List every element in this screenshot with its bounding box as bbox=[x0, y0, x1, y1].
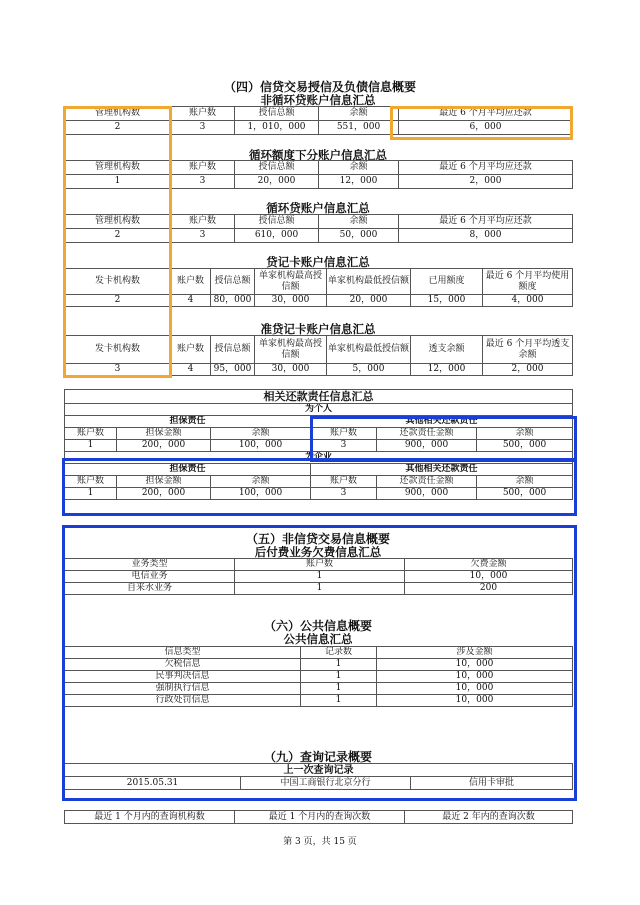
header-cell: 已用额度 bbox=[411, 269, 483, 295]
section5-table bbox=[64, 558, 573, 595]
header-cell: 业务类型 bbox=[65, 559, 235, 571]
value-cell: 15，000 bbox=[411, 295, 483, 307]
header-cell: 单家机构最低授信额 bbox=[327, 336, 411, 364]
value-cell: 1，010，000 bbox=[235, 121, 319, 135]
header-cell: 余额 bbox=[211, 428, 311, 440]
value-cell: 80，000 bbox=[211, 295, 255, 307]
value-cell: 2 bbox=[65, 229, 171, 243]
value-cell: 50，000 bbox=[319, 229, 399, 243]
header-cell: 余额 bbox=[211, 476, 311, 488]
value-cell: 行政处罚信息 bbox=[65, 695, 301, 707]
section6-title: （六）公共信息概要 bbox=[263, 619, 372, 633]
value-cell: 12，000 bbox=[319, 175, 399, 189]
value-cell: 2 bbox=[65, 121, 171, 135]
section9-sub: 上一次查询记录 bbox=[65, 764, 573, 777]
value-cell: 3 bbox=[171, 121, 235, 135]
value-cell: 200，000 bbox=[117, 440, 211, 452]
header-cell: 透支余额 bbox=[411, 336, 483, 364]
header-cell: 余额 bbox=[319, 161, 399, 175]
header-cell: 最近 1 个月内的查询机构数 bbox=[65, 811, 235, 824]
semi-title: 准贷记卡账户信息汇总 bbox=[260, 322, 376, 336]
section4-title: （四）信贷交易授信及负债信息概要 bbox=[223, 80, 416, 94]
revloan-table bbox=[64, 214, 573, 243]
value-cell: 5，000 bbox=[327, 364, 411, 376]
value-cell: 500，000 bbox=[477, 488, 573, 500]
header-cell: 单家机构最高授信额 bbox=[255, 336, 327, 364]
revloan-title: 循环贷账户信息汇总 bbox=[266, 201, 370, 215]
header-cell: 最近 6 个月平均使用额度 bbox=[483, 269, 573, 295]
section9-last-query bbox=[64, 763, 573, 790]
header-cell: 账户数 bbox=[235, 559, 405, 571]
value-cell: 民事判决信息 bbox=[65, 671, 301, 683]
guarantee-label: 担保责任 bbox=[65, 464, 311, 476]
value-cell: 1 bbox=[235, 583, 405, 595]
header-cell: 账户数 bbox=[171, 215, 235, 229]
value-cell: 欠税信息 bbox=[65, 659, 301, 671]
value-cell: 95，000 bbox=[211, 364, 255, 376]
value-cell: 100，000 bbox=[211, 440, 311, 452]
value-cell: 20，000 bbox=[235, 175, 319, 189]
value-cell: 4，000 bbox=[483, 295, 573, 307]
header-cell: 发卡机构数 bbox=[65, 269, 171, 295]
page-footer: 第 3 页，共 15 页 bbox=[283, 837, 357, 847]
header-cell: 余额 bbox=[477, 428, 573, 440]
header-cell: 授信总额 bbox=[211, 336, 255, 364]
semi-table bbox=[64, 335, 573, 376]
header-cell: 余额 bbox=[319, 215, 399, 229]
value-cell: 900，000 bbox=[377, 440, 477, 452]
value-cell: 1 bbox=[65, 440, 117, 452]
header-cell: 账户数 bbox=[171, 269, 211, 295]
header-cell: 欠费金额 bbox=[405, 559, 573, 571]
value-cell: 强制执行信息 bbox=[65, 683, 301, 695]
header-cell: 涉及金额 bbox=[377, 647, 573, 659]
value-cell: 中国工商银行北京分行 bbox=[241, 777, 411, 790]
header-cell: 最近 6 个月平均应还款 bbox=[399, 215, 573, 229]
value-cell: 1 bbox=[301, 659, 377, 671]
credit-title: 贷记卡账户信息汇总 bbox=[266, 255, 370, 269]
value-cell: 10，000 bbox=[405, 571, 573, 583]
value-cell: 10，000 bbox=[377, 659, 573, 671]
nonrev-title: 非循环贷账户信息汇总 bbox=[260, 93, 376, 107]
revsub-title: 循环额度下分账户信息汇总 bbox=[249, 148, 387, 162]
header-cell: 账户数 bbox=[171, 161, 235, 175]
value-cell: 900，000 bbox=[377, 488, 477, 500]
value-cell: 2 bbox=[65, 295, 171, 307]
header-cell: 最近 2 年内的查询次数 bbox=[405, 811, 573, 824]
value-cell: 4 bbox=[171, 295, 211, 307]
header-cell: 最近 1 个月内的查询次数 bbox=[235, 811, 405, 824]
header-cell: 账户数 bbox=[311, 476, 377, 488]
value-cell: 2015.05.31 bbox=[65, 777, 241, 790]
value-cell: 2，000 bbox=[483, 364, 573, 376]
header-cell: 管理机构数 bbox=[65, 161, 171, 175]
header-cell: 还款责任金额 bbox=[377, 476, 477, 488]
section5-title: （五）非信贷交易信息概要 bbox=[245, 532, 390, 546]
value-cell: 2，000 bbox=[399, 175, 573, 189]
header-cell: 信息类型 bbox=[65, 647, 301, 659]
header-cell: 单家机构最高授信额 bbox=[255, 269, 327, 295]
section5-sub: 后付费业务欠费信息汇总 bbox=[254, 545, 382, 559]
value-cell: 1 bbox=[301, 683, 377, 695]
value-cell: 电信业务 bbox=[65, 571, 235, 583]
value-cell: 3 bbox=[311, 440, 377, 452]
header-cell: 账户数 bbox=[171, 336, 211, 364]
value-cell: 自来水业务 bbox=[65, 583, 235, 595]
value-cell: 8，000 bbox=[399, 229, 573, 243]
header-cell: 账户数 bbox=[65, 476, 117, 488]
value-cell: 1 bbox=[65, 488, 117, 500]
value-cell: 30，000 bbox=[255, 295, 327, 307]
repay-personal-label: 为个人 bbox=[65, 404, 573, 416]
value-cell: 30，000 bbox=[255, 364, 327, 376]
value-cell: 610，000 bbox=[235, 229, 319, 243]
header-cell: 账户数 bbox=[311, 428, 377, 440]
repay-table bbox=[64, 389, 573, 500]
header-cell: 最近 6 个月平均应还款 bbox=[399, 107, 573, 121]
header-cell: 管理机构数 bbox=[65, 107, 171, 121]
value-cell: 3 bbox=[311, 488, 377, 500]
header-cell: 管理机构数 bbox=[65, 215, 171, 229]
header-cell: 余额 bbox=[477, 476, 573, 488]
repay-enterprise-label: 为企业 bbox=[65, 452, 573, 464]
other-label: 其他相关还款责任 bbox=[311, 416, 573, 428]
value-cell: 4 bbox=[171, 364, 211, 376]
header-cell: 授信总额 bbox=[235, 215, 319, 229]
value-cell: 10，000 bbox=[377, 695, 573, 707]
header-cell: 账户数 bbox=[65, 428, 117, 440]
revsub-table bbox=[64, 160, 573, 189]
header-cell: 授信总额 bbox=[235, 107, 319, 121]
header-cell: 单家机构最低授信额 bbox=[327, 269, 411, 295]
header-cell: 最近 6 个月平均透支余额 bbox=[483, 336, 573, 364]
nonrev-table bbox=[64, 106, 573, 135]
header-cell: 授信总额 bbox=[211, 269, 255, 295]
header-cell: 担保金额 bbox=[117, 428, 211, 440]
value-cell: 100，000 bbox=[211, 488, 311, 500]
value-cell: 200，000 bbox=[117, 488, 211, 500]
section9-title: （九）查询记录概要 bbox=[263, 750, 372, 764]
value-cell: 1 bbox=[301, 695, 377, 707]
value-cell: 3 bbox=[65, 364, 171, 376]
value-cell: 10，000 bbox=[377, 683, 573, 695]
header-cell: 授信总额 bbox=[235, 161, 319, 175]
section6-sub: 公共信息汇总 bbox=[283, 632, 353, 646]
value-cell: 3 bbox=[171, 175, 235, 189]
value-cell: 10，000 bbox=[377, 671, 573, 683]
header-cell: 记录数 bbox=[301, 647, 377, 659]
header-cell: 发卡机构数 bbox=[65, 336, 171, 364]
value-cell: 6，000 bbox=[399, 121, 573, 135]
value-cell: 信用卡审批 bbox=[411, 777, 573, 790]
value-cell: 551，000 bbox=[319, 121, 399, 135]
header-cell: 余额 bbox=[319, 107, 399, 121]
section9-counts bbox=[64, 810, 573, 824]
credit-table bbox=[64, 268, 573, 307]
value-cell: 3 bbox=[171, 229, 235, 243]
other-label: 其他相关还款责任 bbox=[311, 464, 573, 476]
value-cell: 200 bbox=[405, 583, 573, 595]
header-cell: 担保金额 bbox=[117, 476, 211, 488]
header-cell: 账户数 bbox=[171, 107, 235, 121]
value-cell: 20，000 bbox=[327, 295, 411, 307]
value-cell: 1 bbox=[65, 175, 171, 189]
section6-table bbox=[64, 646, 573, 707]
value-cell: 500，000 bbox=[477, 440, 573, 452]
value-cell: 1 bbox=[235, 571, 405, 583]
value-cell: 12，000 bbox=[411, 364, 483, 376]
value-cell: 1 bbox=[301, 671, 377, 683]
header-cell: 最近 6 个月平均应还款 bbox=[399, 161, 573, 175]
guarantee-label: 担保责任 bbox=[65, 416, 311, 428]
repay-title: 相关还款责任信息汇总 bbox=[65, 390, 573, 404]
header-cell: 还款责任金额 bbox=[377, 428, 477, 440]
